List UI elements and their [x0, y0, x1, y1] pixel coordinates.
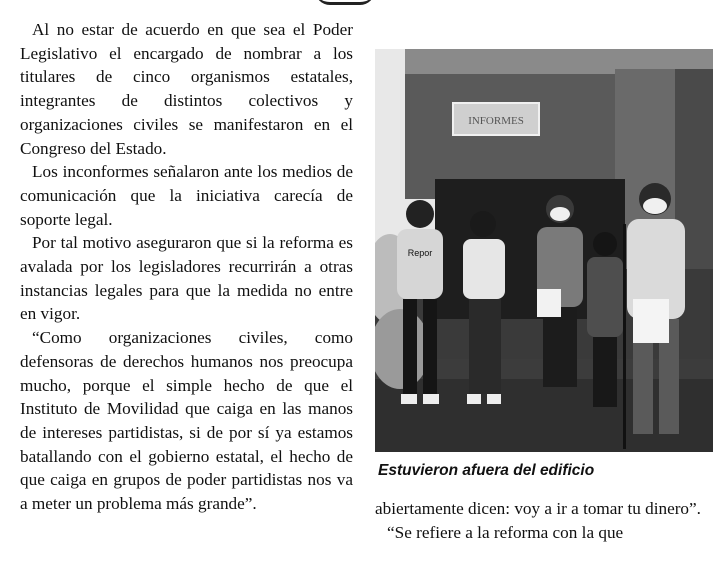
article-right-paragraph-2: “Se refiere a la reforma con la que	[387, 522, 624, 542]
building-sign: INFORMES	[468, 115, 524, 127]
photo-caption: Estuvieron afuera del edificio	[378, 462, 595, 479]
article-paragraph-4: “Como organizaciones civiles, como defensoras de derechos humanos nos preocupa mucho, porque el simple hecho de que el Instituto de Movilidad que caiga en las manos de intereses partidistas, si de por sí ya estamos batallando con el gobierno estatal, el hecho de que caiga en grupos de poder partidistas nos va a meter un problema más grande”.	[20, 328, 353, 514]
article-left-column	[20, 18, 353, 516]
headline-fragment	[315, 0, 375, 5]
article-paragraph-3: Por tal motivo aseguraron que si la reforma es avalada por los legisladores recurrirán a otras instancias legales para que la medida no entre en vigor.	[20, 233, 353, 324]
shirt-logo: Repor	[407, 248, 433, 258]
article-right-paragraph-1: abiertamente dicen: voy a ir a tomar tu dinero”.	[375, 499, 701, 518]
article-paragraph-1: Al no estar de acuerdo en que sea el Poder Legislativo el encargado de nombrar a los titulares de cinco organismos estatales, integrantes de distintos colectivos y organizaciones civiles se manifestaron en el Congreso del Estado.	[20, 20, 353, 158]
article-right-column	[375, 497, 713, 544]
protest-photo-illustration	[375, 49, 713, 452]
article-paragraph-2: Los inconformes señalaron ante los medios de comunicación que la iniciativa carecía de soporte legal.	[20, 162, 353, 229]
news-photo	[375, 49, 713, 452]
